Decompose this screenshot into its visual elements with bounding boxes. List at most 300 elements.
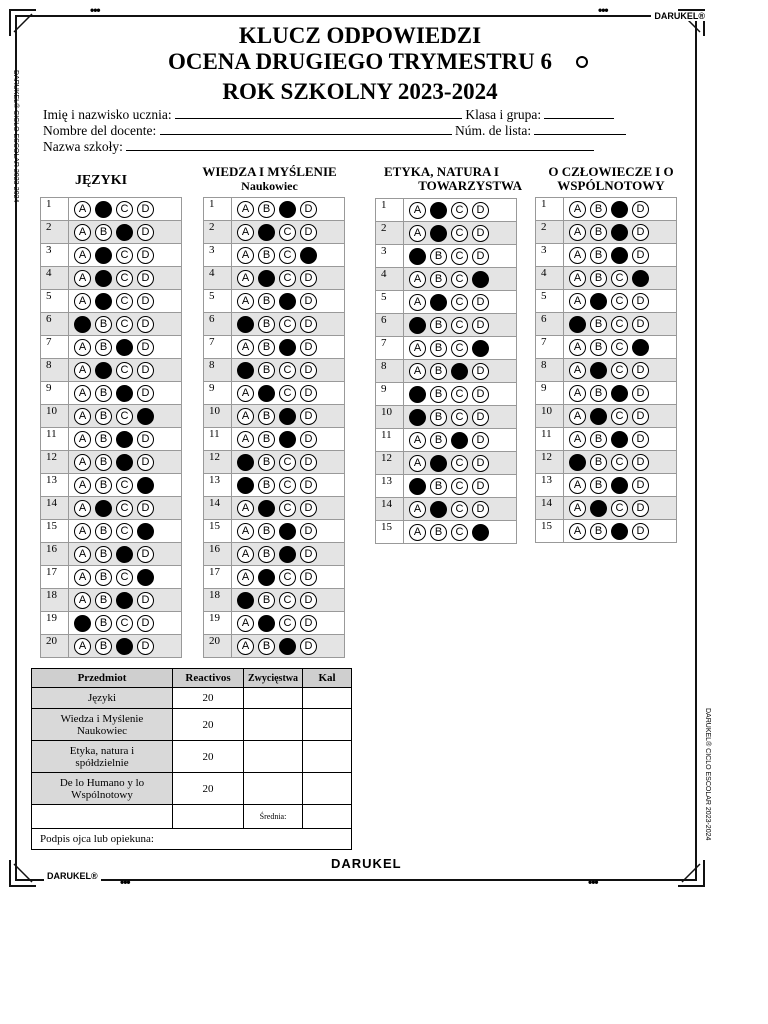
answer-row: [204, 267, 345, 290]
answer-bubble-a[interactable]: A: [409, 524, 426, 541]
answer-bubble-b[interactable]: B: [258, 293, 275, 310]
answer-bubble-b[interactable]: B: [590, 408, 607, 425]
answer-bubble-b[interactable]: B: [95, 224, 112, 241]
answer-bubble-d[interactable]: D: [137, 454, 154, 471]
list-number-field[interactable]: [534, 123, 626, 135]
answer-bubble-a[interactable]: A: [237, 500, 254, 517]
answer-bubble-a[interactable]: A: [569, 454, 586, 471]
answer-bubble-c[interactable]: C: [451, 409, 468, 426]
answer-bubble-c[interactable]: C: [611, 431, 628, 448]
answer-bubble-a[interactable]: A: [237, 385, 254, 402]
answer-bubble-d[interactable]: D: [300, 408, 317, 425]
answer-bubble-d[interactable]: D: [632, 477, 649, 494]
answer-bubble-d[interactable]: D: [300, 615, 317, 632]
answer-bubble-c[interactable]: C: [279, 431, 296, 448]
answer-bubble-a[interactable]: A: [569, 431, 586, 448]
answer-bubble-c[interactable]: C: [451, 317, 468, 334]
answer-bubble-a[interactable]: A: [237, 247, 254, 264]
answer-bubble-b[interactable]: B: [95, 431, 112, 448]
answer-bubble-d[interactable]: D: [472, 317, 489, 334]
student-name-field[interactable]: [175, 107, 462, 119]
answer-options: [69, 198, 182, 221]
answer-bubble-b[interactable]: B: [258, 500, 275, 517]
answer-bubble-b[interactable]: B: [430, 363, 447, 380]
answer-bubble-d[interactable]: D: [300, 270, 317, 287]
answer-row: [536, 497, 677, 520]
answer-bubble-c[interactable]: C: [279, 316, 296, 333]
answer-bubble-a[interactable]: A: [237, 201, 254, 218]
answer-bubble-c[interactable]: C: [279, 293, 296, 310]
answer-bubble-c[interactable]: C: [451, 294, 468, 311]
answer-bubble-a[interactable]: A: [569, 339, 586, 356]
answer-bubble-c[interactable]: C: [279, 615, 296, 632]
answer-bubble-d[interactable]: D: [300, 546, 317, 563]
answer-bubble-d[interactable]: D: [137, 293, 154, 310]
answer-bubble-a[interactable]: A: [237, 431, 254, 448]
answer-bubble-d[interactable]: D: [137, 500, 154, 517]
answer-bubble-c[interactable]: C: [611, 523, 628, 540]
answer-bubble-a[interactable]: A: [409, 248, 426, 265]
answer-bubble-b[interactable]: B: [258, 431, 275, 448]
answer-bubble-b[interactable]: B: [590, 385, 607, 402]
answer-bubble-b[interactable]: B: [95, 201, 112, 218]
answer-bubble-c[interactable]: C: [451, 455, 468, 472]
answer-bubble-d[interactable]: D: [472, 478, 489, 495]
answer-bubble-a[interactable]: A: [409, 340, 426, 357]
answer-bubble-b[interactable]: B: [258, 477, 275, 494]
answer-bubble-b[interactable]: B: [590, 293, 607, 310]
answer-bubble-b[interactable]: B: [430, 294, 447, 311]
answer-bubble-a[interactable]: A: [74, 247, 91, 264]
answer-bubble-a[interactable]: A: [237, 339, 254, 356]
question-number: 9: [204, 382, 232, 405]
answer-bubble-b[interactable]: B: [258, 546, 275, 563]
answer-bubble-c[interactable]: C: [116, 569, 133, 586]
answer-bubble-a[interactable]: A: [74, 224, 91, 241]
answer-bubble-d[interactable]: D: [632, 454, 649, 471]
answer-bubble-d[interactable]: D: [137, 431, 154, 448]
answer-bubble-b[interactable]: B: [590, 477, 607, 494]
answer-bubble-a[interactable]: A: [237, 477, 254, 494]
school-name-field[interactable]: [126, 139, 594, 151]
answer-bubble-b[interactable]: B: [258, 615, 275, 632]
answer-bubble-a[interactable]: A: [74, 454, 91, 471]
answer-bubble-b[interactable]: B: [590, 523, 607, 540]
answer-bubble-b[interactable]: B: [258, 523, 275, 540]
answer-bubble-c[interactable]: C: [611, 362, 628, 379]
answer-bubble-b[interactable]: B: [590, 247, 607, 264]
answer-bubble-d[interactable]: D: [137, 569, 154, 586]
answer-bubble-b[interactable]: B: [258, 592, 275, 609]
answer-bubble-d[interactable]: D: [137, 638, 154, 655]
answer-bubble-d[interactable]: D: [137, 224, 154, 241]
answer-bubble-b[interactable]: B: [95, 523, 112, 540]
answer-bubble-b[interactable]: B: [95, 270, 112, 287]
answer-bubble-c[interactable]: C: [451, 271, 468, 288]
answer-bubble-c[interactable]: C: [451, 225, 468, 242]
answer-bubble-b[interactable]: B: [95, 454, 112, 471]
answer-bubble-a[interactable]: A: [74, 638, 91, 655]
answer-bubble-b[interactable]: B: [258, 247, 275, 264]
answer-bubble-c[interactable]: C: [116, 615, 133, 632]
answer-bubble-b[interactable]: B: [258, 385, 275, 402]
answer-bubble-c[interactable]: C: [116, 339, 133, 356]
answer-bubble-c[interactable]: C: [451, 524, 468, 541]
answer-bubble-c[interactable]: C: [279, 362, 296, 379]
answer-bubble-d[interactable]: D: [632, 316, 649, 333]
answer-bubble-d[interactable]: D: [472, 524, 489, 541]
answer-bubble-c[interactable]: C: [451, 432, 468, 449]
answer-bubble-b[interactable]: B: [590, 339, 607, 356]
answer-bubble-a[interactable]: A: [74, 592, 91, 609]
answer-bubble-a[interactable]: A: [237, 293, 254, 310]
answer-bubble-c[interactable]: C: [116, 247, 133, 264]
answer-bubble-a[interactable]: A: [409, 202, 426, 219]
answer-bubble-b[interactable]: B: [590, 224, 607, 241]
answer-bubble-c[interactable]: C: [116, 477, 133, 494]
answer-bubble-a[interactable]: A: [569, 247, 586, 264]
answer-bubble-b[interactable]: B: [258, 569, 275, 586]
answer-bubble-d[interactable]: D: [300, 638, 317, 655]
answer-bubble-a[interactable]: A: [237, 224, 254, 241]
answer-bubble-a[interactable]: A: [409, 317, 426, 334]
answer-bubble-a[interactable]: A: [569, 224, 586, 241]
answer-bubble-d[interactable]: D: [137, 385, 154, 402]
wins-cell[interactable]: [244, 741, 303, 773]
answer-bubble-c[interactable]: C: [279, 569, 296, 586]
answer-bubble-d[interactable]: D: [300, 316, 317, 333]
answer-bubble-d[interactable]: D: [300, 247, 317, 264]
answer-bubble-a[interactable]: A: [409, 225, 426, 242]
answer-bubble-d[interactable]: D: [137, 615, 154, 632]
answer-bubble-d[interactable]: D: [300, 569, 317, 586]
answer-bubble-d[interactable]: D: [472, 409, 489, 426]
answer-bubble-d[interactable]: D: [632, 201, 649, 218]
answer-bubble-d[interactable]: D: [472, 501, 489, 518]
answer-bubble-c[interactable]: C: [451, 386, 468, 403]
answer-bubble-c[interactable]: C: [451, 363, 468, 380]
answer-bubble-a[interactable]: A: [569, 477, 586, 494]
answer-bubble-c[interactable]: C: [116, 638, 133, 655]
answer-bubble-a[interactable]: A: [74, 408, 91, 425]
answer-bubble-b[interactable]: B: [95, 500, 112, 517]
answer-bubble-c[interactable]: C: [116, 201, 133, 218]
answer-bubble-d[interactable]: D: [632, 339, 649, 356]
answer-bubble-c[interactable]: C: [116, 316, 133, 333]
answer-bubble-b[interactable]: B: [590, 270, 607, 287]
answer-bubble-b[interactable]: B: [95, 592, 112, 609]
answer-bubble-b[interactable]: B: [430, 501, 447, 518]
answer-bubble-d[interactable]: D: [137, 523, 154, 540]
answer-bubble-b[interactable]: B: [258, 339, 275, 356]
answer-bubble-d[interactable]: D: [472, 225, 489, 242]
wins-cell[interactable]: [244, 773, 303, 805]
answer-bubble-a[interactable]: A: [569, 523, 586, 540]
answer-bubble-a[interactable]: A: [237, 569, 254, 586]
answer-bubble-d[interactable]: D: [300, 339, 317, 356]
answer-bubble-b[interactable]: B: [95, 316, 112, 333]
answer-bubble-a[interactable]: A: [409, 363, 426, 380]
answer-bubble-a[interactable]: A: [74, 201, 91, 218]
answer-bubble-b[interactable]: B: [95, 569, 112, 586]
answer-bubble-c[interactable]: C: [611, 385, 628, 402]
answer-bubble-d[interactable]: D: [632, 224, 649, 241]
answer-bubble-d[interactable]: D: [472, 386, 489, 403]
answer-bubble-d[interactable]: D: [472, 432, 489, 449]
answer-bubble-a[interactable]: A: [74, 500, 91, 517]
answer-bubble-d[interactable]: D: [300, 385, 317, 402]
answer-bubble-d[interactable]: D: [632, 270, 649, 287]
answer-bubble-a[interactable]: A: [569, 270, 586, 287]
answer-bubble-b[interactable]: B: [95, 477, 112, 494]
answer-bubble-b[interactable]: B: [258, 201, 275, 218]
answer-bubble-c[interactable]: C: [116, 270, 133, 287]
answer-bubble-a[interactable]: A: [409, 478, 426, 495]
answer-bubble-a[interactable]: A: [74, 316, 91, 333]
answer-bubble-c[interactable]: C: [279, 638, 296, 655]
answer-bubble-c[interactable]: C: [279, 247, 296, 264]
answer-bubble-a[interactable]: A: [409, 386, 426, 403]
answer-bubble-c[interactable]: C: [279, 454, 296, 471]
answer-bubble-a[interactable]: A: [237, 592, 254, 609]
answer-bubble-c[interactable]: C: [611, 454, 628, 471]
answer-bubble-a[interactable]: A: [74, 546, 91, 563]
answer-bubble-c[interactable]: C: [116, 546, 133, 563]
answer-bubble-b[interactable]: B: [258, 638, 275, 655]
answer-bubble-c[interactable]: C: [279, 592, 296, 609]
answer-bubble-d[interactable]: D: [472, 271, 489, 288]
answer-bubble-b[interactable]: B: [430, 271, 447, 288]
answer-bubble-a[interactable]: A: [409, 294, 426, 311]
answer-bubble-a[interactable]: A: [409, 432, 426, 449]
answer-bubble-a[interactable]: A: [569, 201, 586, 218]
answer-bubble-d[interactable]: D: [137, 270, 154, 287]
answer-bubble-c[interactable]: C: [116, 500, 133, 517]
teacher-name-field[interactable]: [160, 123, 452, 135]
answer-bubble-c[interactable]: C: [116, 385, 133, 402]
answer-bubble-b[interactable]: B: [590, 201, 607, 218]
answer-bubble-b[interactable]: B: [258, 362, 275, 379]
answer-bubble-c[interactable]: C: [279, 500, 296, 517]
answer-bubble-d[interactable]: D: [632, 293, 649, 310]
answer-bubble-a[interactable]: A: [409, 409, 426, 426]
answer-bubble-d[interactable]: D: [137, 316, 154, 333]
answer-bubble-c[interactable]: C: [451, 202, 468, 219]
answer-bubble-d[interactable]: D: [632, 523, 649, 540]
answer-bubble-b[interactable]: B: [258, 224, 275, 241]
answer-bubble-b[interactable]: B: [258, 270, 275, 287]
answer-bubble-b[interactable]: B: [258, 316, 275, 333]
answer-bubble-b[interactable]: B: [590, 362, 607, 379]
answer-bubble-c[interactable]: C: [611, 270, 628, 287]
answer-bubble-d[interactable]: D: [472, 455, 489, 472]
answer-bubble-a[interactable]: A: [569, 385, 586, 402]
answer-bubble-d[interactable]: D: [300, 454, 317, 471]
answer-bubble-b[interactable]: B: [430, 386, 447, 403]
answer-bubble-b[interactable]: B: [430, 248, 447, 265]
answer-bubble-a[interactable]: A: [237, 615, 254, 632]
answer-bubble-c[interactable]: C: [279, 408, 296, 425]
answer-bubble-d[interactable]: D: [472, 202, 489, 219]
answer-bubble-a[interactable]: A: [237, 638, 254, 655]
answer-bubble-c[interactable]: C: [279, 270, 296, 287]
answer-bubble-b[interactable]: B: [258, 408, 275, 425]
answer-bubble-b[interactable]: B: [258, 454, 275, 471]
wins-cell[interactable]: [244, 709, 303, 741]
answer-bubble-a[interactable]: A: [237, 362, 254, 379]
answer-bubble-c[interactable]: C: [279, 339, 296, 356]
answer-bubble-a[interactable]: A: [237, 408, 254, 425]
answer-bubble-c[interactable]: C: [279, 546, 296, 563]
answer-bubble-d[interactable]: D: [300, 431, 317, 448]
answer-bubble-d[interactable]: D: [137, 477, 154, 494]
answer-bubble-d[interactable]: D: [137, 408, 154, 425]
answer-bubble-c[interactable]: C: [451, 501, 468, 518]
grade-cell[interactable]: [303, 709, 352, 741]
grade-cell[interactable]: [303, 741, 352, 773]
answer-bubble-b[interactable]: B: [430, 524, 447, 541]
answer-bubble-c[interactable]: C: [611, 477, 628, 494]
answer-bubble-c[interactable]: C: [116, 431, 133, 448]
answer-bubble-d[interactable]: D: [300, 362, 317, 379]
answer-bubble-c[interactable]: C: [279, 224, 296, 241]
answer-bubble-d[interactable]: D: [137, 201, 154, 218]
answer-bubble-b[interactable]: B: [430, 340, 447, 357]
answer-bubble-d[interactable]: D: [472, 340, 489, 357]
answer-bubble-a[interactable]: A: [569, 408, 586, 425]
answer-bubble-c[interactable]: C: [116, 362, 133, 379]
answer-bubble-a[interactable]: A: [74, 523, 91, 540]
answer-bubble-c[interactable]: C: [279, 477, 296, 494]
answer-bubble-b[interactable]: B: [95, 546, 112, 563]
answer-bubble-a[interactable]: A: [409, 271, 426, 288]
answer-bubble-d[interactable]: D: [300, 477, 317, 494]
answer-bubble-a[interactable]: A: [74, 270, 91, 287]
answer-bubble-c[interactable]: C: [451, 248, 468, 265]
answer-bubble-d[interactable]: D: [472, 248, 489, 265]
answer-bubble-b[interactable]: B: [95, 339, 112, 356]
answer-bubble-b[interactable]: B: [95, 385, 112, 402]
answer-bubble-a[interactable]: A: [237, 454, 254, 471]
answer-bubble-b[interactable]: B: [430, 202, 447, 219]
answer-bubble-b[interactable]: B: [95, 362, 112, 379]
answer-bubble-c[interactable]: C: [611, 224, 628, 241]
answer-bubble-d[interactable]: D: [300, 592, 317, 609]
answer-bubble-b[interactable]: B: [430, 455, 447, 472]
answer-bubble-d[interactable]: D: [137, 362, 154, 379]
answer-bubble-d[interactable]: D: [300, 201, 317, 218]
class-group-field[interactable]: [544, 107, 614, 119]
answer-bubble-b[interactable]: B: [95, 247, 112, 264]
answer-bubble-a[interactable]: A: [74, 569, 91, 586]
answer-bubble-c[interactable]: C: [116, 592, 133, 609]
answer-bubble-d[interactable]: D: [137, 546, 154, 563]
answer-bubble-d[interactable]: D: [300, 500, 317, 517]
answer-bubble-b[interactable]: B: [95, 638, 112, 655]
answer-bubble-d[interactable]: D: [472, 363, 489, 380]
answer-bubble-c[interactable]: C: [611, 500, 628, 517]
answer-bubble-c[interactable]: C: [116, 224, 133, 241]
answer-bubble-a[interactable]: A: [237, 523, 254, 540]
average-cell[interactable]: [303, 805, 352, 829]
answer-bubble-c[interactable]: C: [279, 201, 296, 218]
answer-bubble-c[interactable]: C: [611, 316, 628, 333]
answer-bubble-d[interactable]: D: [632, 385, 649, 402]
answer-bubble-a[interactable]: A: [409, 501, 426, 518]
answer-bubble-b[interactable]: B: [430, 432, 447, 449]
answer-bubble-b[interactable]: B: [590, 431, 607, 448]
answer-options: [404, 268, 517, 291]
answer-bubble-d[interactable]: D: [137, 339, 154, 356]
answer-bubble-d[interactable]: D: [632, 408, 649, 425]
answer-bubble-c[interactable]: C: [116, 408, 133, 425]
answer-grid-ethics: [375, 198, 517, 544]
answer-bubble-a[interactable]: A: [237, 270, 254, 287]
answer-bubble-c[interactable]: C: [279, 385, 296, 402]
answer-bubble-d[interactable]: D: [472, 294, 489, 311]
answer-bubble-c[interactable]: C: [611, 201, 628, 218]
answer-bubble-c[interactable]: C: [116, 523, 133, 540]
answer-bubble-a[interactable]: A: [74, 339, 91, 356]
answer-bubble-a[interactable]: A: [74, 431, 91, 448]
answer-bubble-a[interactable]: A: [409, 455, 426, 472]
answer-bubble-b[interactable]: B: [590, 500, 607, 517]
answer-bubble-c[interactable]: C: [611, 408, 628, 425]
answer-bubble-c[interactable]: C: [611, 247, 628, 264]
answer-bubble-d[interactable]: D: [632, 247, 649, 264]
answer-bubble-b[interactable]: B: [590, 316, 607, 333]
answer-bubble-d[interactable]: D: [137, 247, 154, 264]
answer-bubble-b[interactable]: B: [430, 478, 447, 495]
answer-bubble-c[interactable]: C: [116, 293, 133, 310]
answer-bubble-a[interactable]: A: [569, 316, 586, 333]
answer-bubble-a[interactable]: A: [74, 385, 91, 402]
answer-bubble-b[interactable]: B: [430, 225, 447, 242]
answer-bubble-d[interactable]: D: [137, 592, 154, 609]
answer-bubble-c[interactable]: C: [611, 293, 628, 310]
answer-bubble-c[interactable]: C: [451, 340, 468, 357]
answer-bubble-b[interactable]: B: [95, 293, 112, 310]
answer-bubble-a[interactable]: A: [237, 316, 254, 333]
answer-bubble-a[interactable]: A: [569, 362, 586, 379]
wins-cell[interactable]: [244, 688, 303, 709]
answer-bubble-a[interactable]: A: [569, 293, 586, 310]
answer-bubble-a[interactable]: A: [74, 477, 91, 494]
answer-bubble-d[interactable]: D: [300, 224, 317, 241]
answer-bubble-d[interactable]: D: [300, 293, 317, 310]
grade-cell[interactable]: [303, 773, 352, 805]
answer-bubble-c[interactable]: C: [116, 454, 133, 471]
answer-bubble-a[interactable]: A: [569, 500, 586, 517]
answer-bubble-d[interactable]: D: [632, 500, 649, 517]
answer-bubble-a[interactable]: A: [74, 615, 91, 632]
answer-bubble-b[interactable]: B: [95, 408, 112, 425]
answer-bubble-a[interactable]: A: [74, 362, 91, 379]
answer-bubble-b[interactable]: B: [430, 409, 447, 426]
answer-bubble-d[interactable]: D: [632, 362, 649, 379]
answer-bubble-b[interactable]: B: [590, 454, 607, 471]
answer-bubble-d[interactable]: D: [300, 523, 317, 540]
answer-bubble-d[interactable]: D: [632, 431, 649, 448]
answer-bubble-a[interactable]: A: [237, 546, 254, 563]
answer-bubble-c[interactable]: C: [451, 478, 468, 495]
answer-bubble-b[interactable]: B: [430, 317, 447, 334]
grade-cell[interactable]: [303, 688, 352, 709]
answer-bubble-c[interactable]: C: [279, 523, 296, 540]
answer-bubble-b[interactable]: B: [95, 615, 112, 632]
answer-bubble-a[interactable]: A: [74, 293, 91, 310]
answer-bubble-c[interactable]: C: [611, 339, 628, 356]
